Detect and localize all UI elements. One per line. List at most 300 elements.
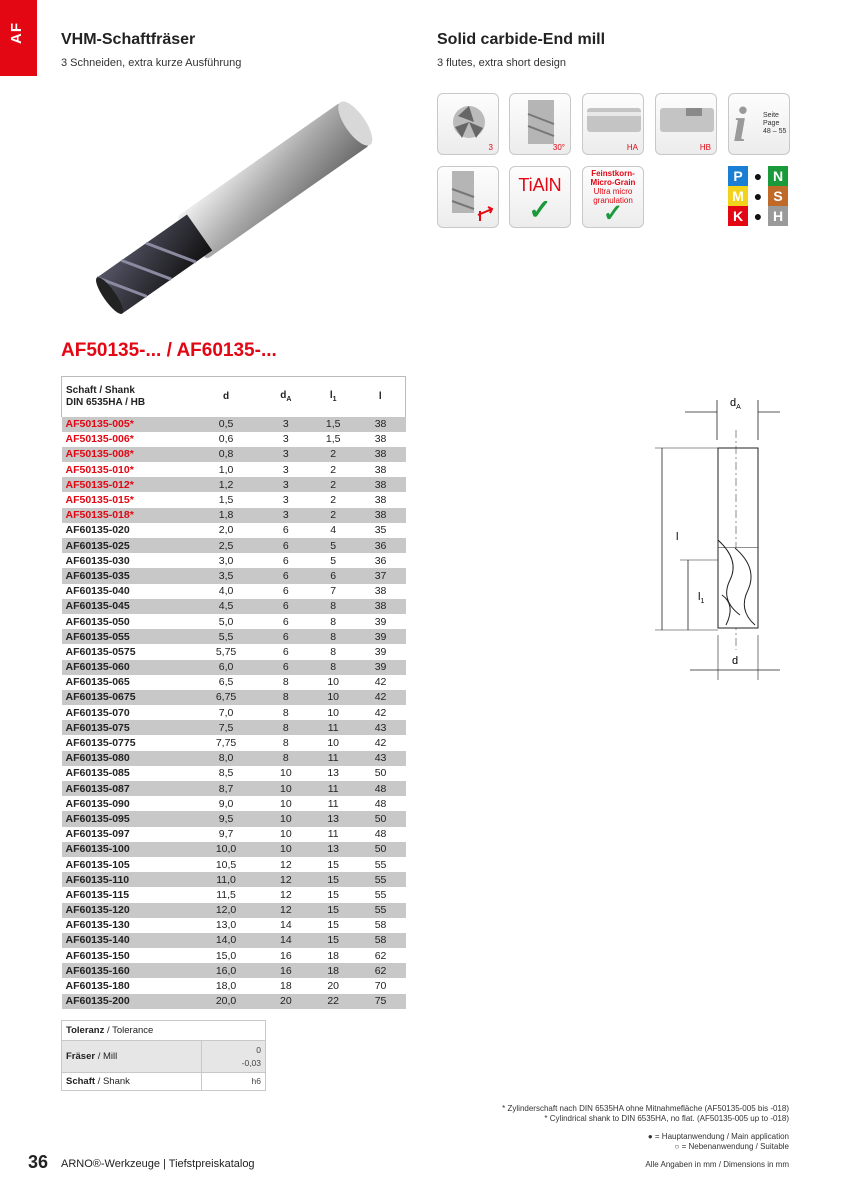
cut-length-l1: 11 <box>311 751 356 766</box>
product-title: AF50135-... / AF60135-... <box>61 340 277 361</box>
diameter-d: 8,5 <box>218 767 234 780</box>
cut-length-l1: 13 <box>311 811 356 826</box>
tolerance-shank-rest: / Shank <box>95 1076 130 1087</box>
total-length-l: 38 <box>374 463 387 476</box>
helix-angle-icon <box>509 93 571 155</box>
coating-icon <box>509 166 571 228</box>
shank-da: 3 <box>282 494 289 507</box>
cut-length-l1: 13 <box>311 842 356 857</box>
table-row <box>62 690 406 705</box>
article-code: AF60135-055 <box>62 629 192 644</box>
page-number: 36 <box>28 1152 49 1172</box>
table-row <box>62 660 406 675</box>
shank-da: 6 <box>282 585 289 598</box>
total-length-l: 50 <box>356 811 406 826</box>
header-shank-line1: Schaft / Shank <box>66 384 135 396</box>
side-cut-icon <box>438 167 499 228</box>
table-row <box>62 827 406 842</box>
table-row <box>62 811 406 826</box>
shank-da: 12 <box>280 888 292 901</box>
article-code: AF60135-040 <box>65 585 130 598</box>
tolerance-mill-rest: / Mill <box>95 1051 118 1062</box>
article-code: AF50135-015* <box>65 494 134 507</box>
cut-length-l1: 8 <box>330 615 337 628</box>
header-shank-line2: DIN 6535HA / HB <box>66 396 146 408</box>
total-length-l: 38 <box>356 477 406 492</box>
cut-length-l1: 8 <box>311 660 356 675</box>
article-code: AF60135-060 <box>62 660 192 675</box>
diameter-d: 5,75 <box>215 645 237 658</box>
shank-da: 6 <box>282 554 289 567</box>
total-length-l: 50 <box>356 842 406 857</box>
cut-length-l1: 11 <box>327 797 339 810</box>
total-length-l: 35 <box>374 524 387 537</box>
l-label: l <box>676 531 679 543</box>
header-d: d <box>191 377 261 417</box>
table-row <box>62 766 406 781</box>
shank-da: 3 <box>282 433 289 446</box>
diameter-d: 9,0 <box>218 797 234 810</box>
header-shank <box>62 377 192 417</box>
end-mill-photo <box>70 88 410 318</box>
diameter-d: 6,5 <box>218 676 234 689</box>
shank-da: 10 <box>280 797 292 810</box>
diameter-d: 20,0 <box>191 994 261 1009</box>
title-german: VHM-Schaftfräser <box>61 31 196 48</box>
cut-length-l1: 7 <box>330 585 337 598</box>
table-row <box>62 584 406 599</box>
total-length-l: 43 <box>356 720 406 735</box>
shank-da: 3 <box>261 447 311 462</box>
material-cell: K <box>728 206 748 226</box>
tolerance-mill-row <box>62 1041 266 1073</box>
legend-suitable: ○ = Nebenanwendung / Suitable <box>674 1142 789 1151</box>
shank-da: 3 <box>282 463 289 476</box>
material-cell: P <box>728 166 748 186</box>
l1-label-text: l <box>698 591 701 603</box>
tolerance-shank-row <box>62 1073 266 1091</box>
tolerance-title-rest: / Tolerance <box>104 1025 154 1036</box>
tolerance-mill-value <box>202 1041 266 1073</box>
total-length-l: 38 <box>374 494 387 507</box>
total-length-l: 48 <box>374 828 387 841</box>
diameter-d: 0,5 <box>191 417 261 432</box>
article-code: AF60135-100 <box>62 842 192 857</box>
diameter-d: 10,5 <box>215 858 237 871</box>
total-length-l: 48 <box>356 781 406 796</box>
article-code: AF50135-012* <box>62 477 192 492</box>
shank-da: 8 <box>261 690 311 705</box>
diameter-d: 5,0 <box>218 615 234 628</box>
table-row <box>62 447 406 462</box>
table-row <box>62 568 406 583</box>
total-length-l: 42 <box>374 676 387 689</box>
total-length-l: 62 <box>374 949 387 962</box>
diameter-d: 13,0 <box>215 919 237 932</box>
cut-length-l1: 15 <box>311 872 356 887</box>
article-code: AF60135-090 <box>65 797 130 810</box>
article-code: AF60135-030 <box>65 554 130 567</box>
table-row <box>62 857 406 872</box>
article-code: AF60135-025 <box>62 538 192 553</box>
table-row <box>62 720 406 735</box>
diameter-d: 1,2 <box>191 477 261 492</box>
shank-da: 20 <box>261 994 311 1009</box>
table-row <box>62 978 406 993</box>
cut-length-l1: 2 <box>311 508 356 523</box>
total-length-l: 43 <box>356 751 406 766</box>
diameter-d: 1,0 <box>218 463 234 476</box>
cut-length-l1: 18 <box>327 949 340 962</box>
header-da-text: d <box>280 390 287 402</box>
helix-caption: 30° <box>552 143 565 152</box>
table-row <box>62 842 406 857</box>
table-row <box>62 523 406 538</box>
total-length-l: 39 <box>374 615 387 628</box>
check-icon: ✓ <box>602 200 624 227</box>
total-length-l: 38 <box>356 417 406 432</box>
info-line-1: Seite Page <box>763 112 780 127</box>
article-code: AF60135-115 <box>65 888 130 901</box>
table-row <box>62 553 406 568</box>
shank-da: 10 <box>261 781 311 796</box>
article-code: AF60135-180 <box>65 980 130 993</box>
info-page-icon <box>728 93 790 155</box>
table-row <box>62 796 406 811</box>
total-length-l: 39 <box>356 660 406 675</box>
diameter-d: 11,5 <box>216 888 236 901</box>
grain-line-1: Feinstkorn- <box>591 169 635 178</box>
article-code: AF60135-140 <box>62 933 192 948</box>
article-code: AF60135-150 <box>65 949 130 962</box>
shank-ha-caption: HA <box>626 143 638 152</box>
total-length-l: 42 <box>374 737 387 750</box>
shank-da: 6 <box>282 615 289 628</box>
table-row <box>62 462 406 477</box>
table-row <box>62 887 406 902</box>
total-length-l: 50 <box>374 767 387 780</box>
footer-brand: ARNO®-Werkzeuge | Tiefstpreiskatalog <box>61 1158 255 1170</box>
material-cell: ● <box>748 166 768 186</box>
table-row <box>62 994 406 1009</box>
tolerance-mill-lower: -0,03 <box>241 1057 261 1068</box>
cut-length-l1: 5 <box>311 538 356 553</box>
diameter-d: 2,5 <box>191 538 261 553</box>
article-code: AF60135-110 <box>62 872 192 887</box>
shank-da: 6 <box>282 645 289 658</box>
total-length-l: 38 <box>356 447 406 462</box>
table-row <box>62 432 406 447</box>
flutes-caption: 3 <box>488 143 493 152</box>
grain-line-2: Micro-Grain <box>590 178 636 187</box>
table-row <box>62 735 406 750</box>
table-row <box>62 508 406 523</box>
tolerance-mill-label <box>62 1041 202 1073</box>
diameter-d: 7,0 <box>218 706 234 719</box>
total-length-l: 55 <box>374 888 387 901</box>
article-code: AF60135-035 <box>62 568 192 583</box>
table-row <box>62 614 406 629</box>
spec-table-body <box>62 417 406 1009</box>
total-length-l: 75 <box>356 994 406 1009</box>
tolerance-shank-label <box>62 1073 202 1091</box>
footnote-line-2: * Cylindrical shank to DIN 6535HA, no flat. (AF50135-005 up to -018) <box>544 1114 789 1123</box>
article-code: AF60135-080 <box>62 751 192 766</box>
shank-da: 10 <box>280 828 292 841</box>
total-length-l: 39 <box>374 645 387 658</box>
total-length-l: 62 <box>356 963 406 978</box>
shank-da: 14 <box>280 919 292 932</box>
cut-length-l1: 15 <box>311 933 356 948</box>
shank-da: 10 <box>261 842 311 857</box>
cut-length-l1: 15 <box>327 888 340 901</box>
article-code: AF60135-020 <box>65 524 130 537</box>
total-length-l: 55 <box>356 872 406 887</box>
cut-length-l1: 5 <box>330 554 337 567</box>
shank-da: 6 <box>261 629 311 644</box>
shank-da: 3 <box>261 508 311 523</box>
shank-da: 8 <box>282 737 289 750</box>
material-cell: M <box>728 186 748 206</box>
diameter-d: 12,0 <box>191 903 261 918</box>
tolerance-header-row <box>62 1021 266 1041</box>
header-l: l <box>356 377 406 417</box>
cut-length-l1: 22 <box>311 994 356 1009</box>
coolant-icon <box>437 166 499 228</box>
cut-length-l1: 4 <box>330 524 337 537</box>
diameter-d: 0,8 <box>191 447 261 462</box>
article-code: AF60135-095 <box>62 811 192 826</box>
cut-length-l1: 15 <box>327 858 340 871</box>
table-row <box>62 918 406 933</box>
table-row <box>62 872 406 887</box>
check-icon: ✓ <box>528 194 552 225</box>
diameter-d: 9,7 <box>218 828 234 841</box>
section-tab-label: AF <box>8 22 25 44</box>
grain-line-4: granulation <box>593 196 633 205</box>
cut-length-l1: 10 <box>311 690 356 705</box>
total-length-l: 55 <box>356 903 406 918</box>
total-length-l: 36 <box>374 554 387 567</box>
table-row <box>62 599 406 614</box>
tolerance-shank-bold: Schaft <box>66 1076 96 1087</box>
shank-da: 6 <box>261 538 311 553</box>
flute-outline <box>718 548 758 628</box>
diameter-d: 2,0 <box>218 524 234 537</box>
header-l1-sub: 1 <box>332 396 337 404</box>
diameter-d: 5,5 <box>191 629 261 644</box>
diameter-d: 0,6 <box>218 433 234 446</box>
article-code: AF50135-006* <box>65 433 134 446</box>
info-line-2: 48 – 55 <box>763 128 787 135</box>
table-row <box>62 933 406 948</box>
article-code: AF50135-008* <box>62 447 192 462</box>
material-cell: H <box>768 206 788 226</box>
article-code: AF60135-200 <box>62 994 192 1009</box>
shank-da: 16 <box>261 963 311 978</box>
diameter-d: 1,8 <box>191 508 261 523</box>
cut-length-l1: 2 <box>330 463 337 476</box>
cut-length-l1: 8 <box>330 645 337 658</box>
subtitle-german: 3 Schneiden, extra kurze Ausführung <box>61 57 242 69</box>
shank-hb-caption: HB <box>699 143 711 152</box>
tolerance-mill-upper: 0 <box>256 1044 261 1055</box>
diameter-d: 9,5 <box>191 811 261 826</box>
article-code: AF50135-005* <box>62 417 192 432</box>
cut-length-l1: 11 <box>327 828 339 841</box>
shank-da: 8 <box>261 751 311 766</box>
shank-da: 8 <box>261 720 311 735</box>
total-length-l: 38 <box>356 599 406 614</box>
section-tab <box>0 0 37 76</box>
cut-length-l1: 11 <box>311 781 356 796</box>
article-code: AF60135-0675 <box>62 690 192 705</box>
article-code: AF60135-087 <box>62 781 192 796</box>
cut-length-l1: 10 <box>327 737 340 750</box>
table-row <box>62 903 406 918</box>
total-length-l: 38 <box>374 585 387 598</box>
table-row <box>62 538 406 553</box>
table-row <box>62 963 406 978</box>
shank-da: 8 <box>282 676 289 689</box>
material-grid <box>728 166 788 226</box>
total-length-l: 38 <box>356 508 406 523</box>
total-length-l: 58 <box>374 919 387 932</box>
cut-length-l1: 15 <box>311 903 356 918</box>
shank-da: 14 <box>261 933 311 948</box>
shank-ha-icon <box>582 93 644 155</box>
da-label-sub: A <box>736 404 741 411</box>
diameter-d: 6,0 <box>191 660 261 675</box>
shank-da: 6 <box>282 524 289 537</box>
diameter-d: 15,0 <box>215 949 237 962</box>
diameter-d: 8,0 <box>191 751 261 766</box>
cut-length-l1: 18 <box>311 963 356 978</box>
diameter-d: 3,5 <box>191 568 261 583</box>
article-code: AF60135-045 <box>62 599 192 614</box>
tolerance-title-bold: Toleranz <box>66 1025 105 1036</box>
footnote <box>502 1104 789 1124</box>
table-row <box>62 477 406 492</box>
article-code: AF60135-0775 <box>65 737 136 750</box>
shank-da: 3 <box>261 477 311 492</box>
total-length-l: 58 <box>356 933 406 948</box>
shank-da: 8 <box>282 706 289 719</box>
header-l1 <box>311 377 356 417</box>
table-row <box>62 644 406 659</box>
l1-label-sub: 1 <box>700 598 705 605</box>
title-english: Solid carbide-End mill <box>437 31 606 48</box>
shank-da: 10 <box>261 811 311 826</box>
shank-da: 6 <box>261 660 311 675</box>
diameter-d: 7,5 <box>191 720 261 735</box>
cut-length-l1: 8 <box>311 629 356 644</box>
cut-length-l1: 13 <box>327 767 340 780</box>
diameter-d: 8,7 <box>191 781 261 796</box>
cut-length-l1: 10 <box>327 676 340 689</box>
shank-outline <box>718 448 758 548</box>
table-row <box>62 417 406 432</box>
diameter-d: 11,0 <box>191 872 261 887</box>
total-length-l: 37 <box>356 568 406 583</box>
shank-da: 3 <box>261 417 311 432</box>
cut-length-l1: 2 <box>311 477 356 492</box>
shank-da: 18 <box>280 980 292 993</box>
da-label <box>730 397 741 411</box>
info-label <box>763 112 789 136</box>
legend <box>648 1132 789 1152</box>
shank-da: 12 <box>261 872 311 887</box>
header-da <box>261 377 311 417</box>
shank-da: 6 <box>261 599 311 614</box>
legend-main: ● = Hauptanwendung / Main application <box>647 1132 789 1141</box>
total-length-l: 42 <box>374 706 387 719</box>
table-row <box>62 492 406 507</box>
article-code: AF60135-105 <box>65 858 130 871</box>
total-length-l: 39 <box>356 629 406 644</box>
material-cell: ● <box>748 186 768 206</box>
material-cell: S <box>768 186 788 206</box>
diameter-d: 4,5 <box>191 599 261 614</box>
tolerance-table <box>61 1020 266 1091</box>
diameter-d: 3,0 <box>218 554 234 567</box>
grain-line-3: Ultra micro <box>593 187 633 196</box>
diameter-d: 16,0 <box>191 963 261 978</box>
header-l1-text: l <box>329 390 333 402</box>
article-code: AF60135-120 <box>62 903 192 918</box>
total-length-l: 42 <box>356 690 406 705</box>
diameter-d: 18,0 <box>215 980 237 993</box>
material-cell: N <box>768 166 788 186</box>
total-length-l: 48 <box>374 797 387 810</box>
shank-da: 12 <box>261 903 311 918</box>
article-code: AF60135-160 <box>62 963 192 978</box>
dimension-drawing <box>640 390 790 690</box>
footnote-line-1: * Zylinderschaft nach DIN 6535HA ohne Mitnahmefläche (AF50135-005 bis -018) <box>502 1104 789 1113</box>
article-code: AF60135-065 <box>65 676 130 689</box>
cut-length-l1: 15 <box>327 919 340 932</box>
cut-length-l1: 1,5 <box>311 417 356 432</box>
shank-da: 16 <box>280 949 292 962</box>
article-code: AF60135-075 <box>62 720 192 735</box>
cut-length-l1: 20 <box>327 980 340 993</box>
flutes-icon <box>437 93 499 155</box>
da-label-text: d <box>730 397 737 409</box>
header-da-sub: A <box>286 396 292 404</box>
diameter-d: 6,75 <box>191 690 261 705</box>
total-length-l: 36 <box>356 538 406 553</box>
shank-da: 10 <box>280 767 292 780</box>
d-label: d <box>732 655 739 667</box>
table-row <box>62 705 406 720</box>
cut-length-l1: 2 <box>330 494 337 507</box>
cut-length-l1: 2 <box>311 447 356 462</box>
info-icon: i <box>733 96 747 152</box>
table-row <box>62 675 406 690</box>
article-code: AF60135-070 <box>65 706 130 719</box>
diameter-d: 7,75 <box>215 737 237 750</box>
cut-length-l1: 8 <box>311 599 356 614</box>
total-length-l: 55 <box>374 858 387 871</box>
material-cell: ● <box>748 206 768 226</box>
article-code: AF60135-050 <box>65 615 130 628</box>
article-code: AF50135-010* <box>65 463 134 476</box>
cut-length-l1: 6 <box>311 568 356 583</box>
table-row <box>62 781 406 796</box>
footer-dimensions-note: Alle Angaben in mm / Dimensions in mm <box>645 1160 789 1169</box>
spec-table <box>61 376 406 1009</box>
table-header <box>62 377 406 417</box>
